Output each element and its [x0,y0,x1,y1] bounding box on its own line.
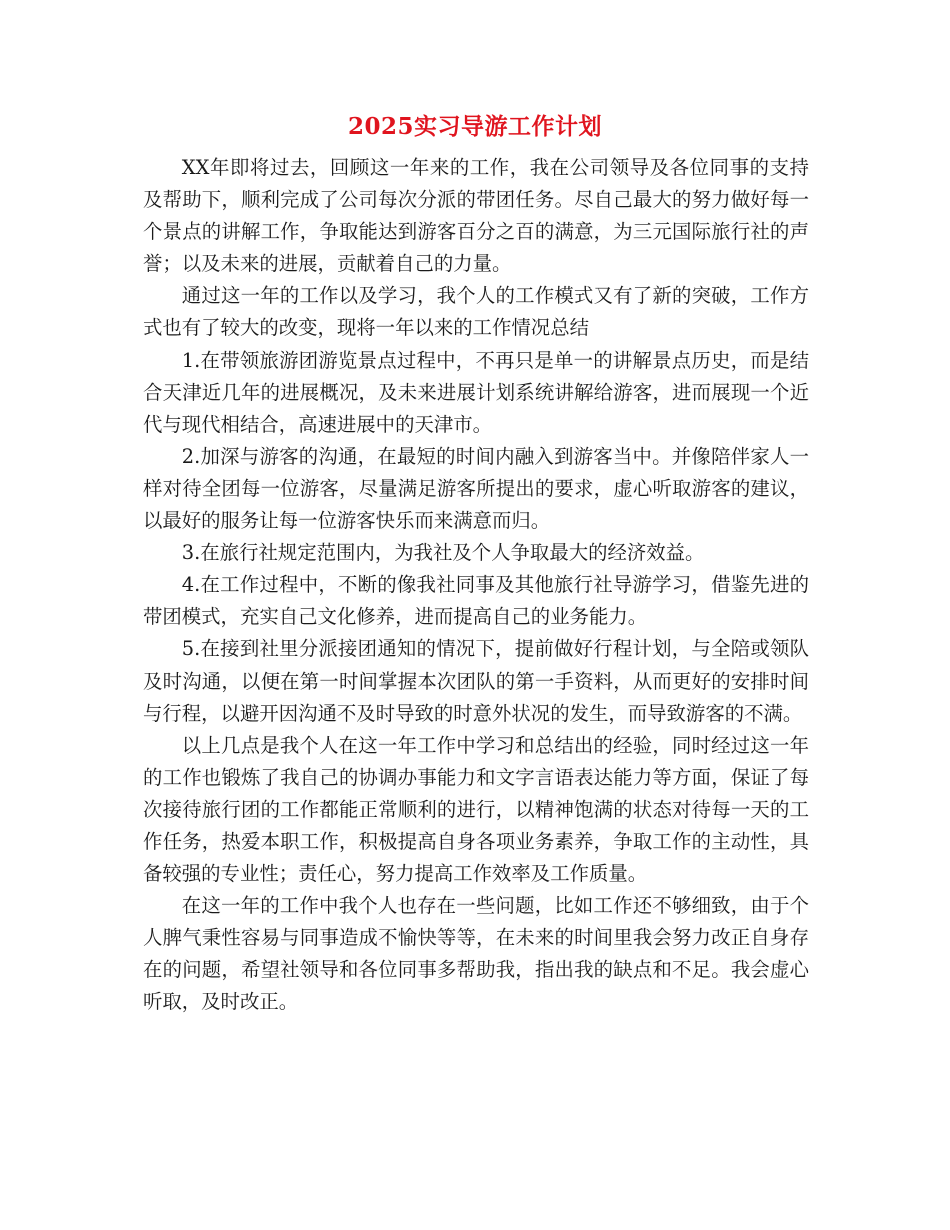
paragraph-item-5: 5.在接到社里分派接团通知的情况下，提前做好行程计划，与全陪或领队及时沟通，以便在第一时间掌握本次团队的第一手资料，从而更好的安排时间与行程，以避开因沟通不及时导致的时意外状况的发生，而导致游客的不满。 [143,637,809,725]
paragraph-item-4: 4.在工作过程中，不断的像我社同事及其他旅行社导游学习，借鉴先进的带团模式，充实自己文化修养，进而提高自己的业务能力。 [143,573,809,629]
document-title: 2025实习导游工作计划 [347,113,602,140]
paragraph-item-1: 1.在带领旅游团游览景点过程中，不再只是单一的讲解景点历史，而是结合天津近几年的进展概况，及未来进展计划系统讲解给游客，进而展现一个近代与现代相结合，高速进展中的天津市。 [143,348,809,436]
paragraph-item-2: 2.加深与游客的沟通，在最短的时间内融入到游客当中。并像陪伴家人一样对待全团每一位游客，尽量满足游客所提出的要求，虚心听取游客的建议，以最好的服务让每一位游客快乐而来满意而归。 [143,444,809,533]
paragraph-item-3: 3.在旅行社规定范围内，为我社及个人争取最大的经济效益。 [181,541,705,565]
paragraph-experience: 以上几点是我个人在这一年工作中学习和总结出的经验，同时经过这一年的工作也锻炼了我自己的协调办事能力和文字言语表达能力等方面，保证了每次接待旅行团的工作都能正常顺利的进行，以精神饱满的状态对待每一天的工作任务，热爱本职工作，积极提高自身各项业务素养，争取工作的主动性，具备较强的专业性；责任心，努力提高工作效率及工作质量。 [143,733,809,886]
paragraph-summary-lead: 通过这一年的工作以及学习，我个人的工作模式又有了新的突破，工作方式也有了较大的改变，现将一年以来的工作情况总结 [143,284,809,340]
paragraph-intro: XX年即将过去，回顾这一年来的工作，我在公司领导及各位同事的支持及帮助下，顺利完成了公司每次分派的带团任务。尽自己最大的努力做好每一个景点的讲解工作，争取能达到游客百分之百的满意，为三元国际旅行社的声誉；以及未来的进展，贡献着自己的力量。 [143,156,809,276]
paragraph-problems: 在这一年的工作中我个人也存在一些问题，比如工作还不够细致，由于个人脾气秉性容易与同事造成不愉快等等，在未来的时间里我会努力改正自身存在的问题，希望社领导和各位同事多帮助我，指出我的缺点和不足。我会虚心听取，及时改正。 [143,894,809,1014]
document-body [143,152,809,1019]
